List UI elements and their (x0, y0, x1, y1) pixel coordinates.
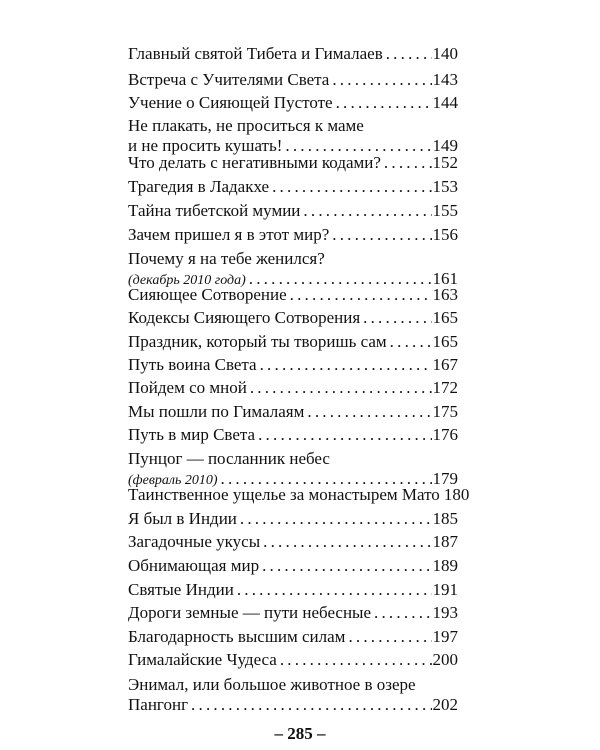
toc-entry-page-number: 200 (432, 650, 458, 669)
dot-leader (260, 355, 432, 374)
toc-entry-page-number: 167 (432, 355, 458, 374)
toc-entry-row (128, 201, 458, 221)
toc-entry-row (128, 485, 470, 505)
toc-entry-row (128, 308, 458, 328)
toc-entry-title-line1: Не плакать, не проситься к маме (128, 116, 364, 135)
toc-entry (128, 153, 458, 173)
toc-entry (128, 650, 458, 670)
dot-leader (336, 93, 432, 112)
toc-entry-page-number: 175 (432, 402, 458, 421)
dot-leader (384, 153, 432, 172)
toc-entry-title: Путь воина Света (128, 355, 257, 374)
toc-entry-page-number: 191 (432, 580, 458, 599)
toc-entry-page-number: 152 (432, 153, 458, 172)
toc-entry-title: Зачем пришел я в этот мир? (128, 225, 330, 244)
toc-entry-title: Святые Индии (128, 580, 234, 599)
toc-entry (128, 485, 470, 505)
toc-entry (128, 355, 458, 375)
toc-entry-title: Загадочные укусы (128, 532, 261, 551)
toc-entry (128, 225, 458, 245)
toc-entry-row (128, 402, 458, 422)
toc-entry-row (128, 509, 458, 529)
toc-entry (128, 532, 458, 552)
toc-entry-page-number: 161 (432, 269, 458, 288)
toc-entry (128, 378, 458, 398)
toc-entry (128, 556, 458, 576)
toc-entry-title: Пойдем со мной (128, 378, 247, 397)
toc-entry (128, 93, 458, 113)
toc-entry (128, 509, 458, 529)
toc-entry-row (128, 556, 458, 576)
toc-entry-row (128, 332, 458, 352)
toc-entry-page-number: 143 (432, 70, 458, 89)
toc-entry-row (128, 603, 458, 623)
toc-entry-row (128, 355, 458, 375)
toc-entry (128, 249, 458, 289)
toc-entry (128, 675, 458, 715)
toc-entry-title: Дороги земные — пути небесные (128, 603, 372, 622)
toc-entry (128, 201, 458, 221)
toc-entry (128, 70, 458, 90)
toc-entry-title: Пангонг (128, 695, 189, 714)
toc-entry-title: Мы пошли по Гималаям (128, 402, 305, 421)
dot-leader (348, 627, 431, 646)
toc-entry-title: (февраль 2010) (128, 473, 218, 488)
toc-entry-page-number: 176 (432, 425, 458, 444)
toc-entry-row (128, 153, 458, 173)
toc-entry-title: Что делать с негативными кодами? (128, 153, 381, 172)
toc-entry-title: Гималайские Чудеса (128, 650, 277, 669)
dot-leader (332, 225, 431, 244)
dot-leader (332, 70, 431, 89)
toc-entry-row (128, 532, 458, 552)
toc-entry-row (128, 695, 458, 715)
toc-entry-row (128, 93, 458, 113)
dot-leader (258, 425, 431, 444)
toc-entry-page-number: 189 (432, 556, 458, 575)
toc-entry-page-number: 140 (432, 44, 458, 63)
toc-entry-row (128, 650, 458, 670)
toc-entry-page-number: 156 (432, 225, 458, 244)
dot-leader (262, 556, 431, 575)
toc-entry-row (128, 580, 458, 600)
page-number: – 285 – (274, 724, 326, 743)
toc-entry-title: Обнимающая мир (128, 556, 260, 575)
toc-entry-title: Трагедия в Ладакхе (128, 177, 270, 196)
dot-leader (240, 509, 432, 528)
toc-entry-row (128, 627, 458, 647)
toc-entry-title: Главный святой Тибета и Гималаев (128, 44, 383, 63)
toc-entry-title: Путь в мир Света (128, 425, 256, 444)
dot-leader (237, 580, 432, 599)
dot-leader (303, 201, 431, 220)
dot-leader (263, 532, 431, 551)
toc-entry-page-number: 155 (432, 201, 458, 220)
toc-entry-title: (декабрь 2010 года) (128, 273, 246, 288)
dot-leader (374, 603, 431, 622)
toc-entry-row (128, 378, 458, 398)
dot-leader (290, 285, 432, 304)
toc-entry-title-line1: Почему я на тебе женился? (128, 249, 325, 268)
toc-entry (128, 44, 458, 64)
toc-entry-title-line1: Энимал, или большое животное в озере (128, 675, 416, 694)
toc-entry-title-line1: Пунцог — посланник небес (128, 449, 330, 468)
toc-entry-row (128, 225, 458, 245)
toc-entry (128, 177, 458, 197)
toc-entry (128, 603, 458, 623)
toc-entry-page-number: 202 (432, 695, 458, 714)
toc-entry-row (128, 70, 458, 90)
dot-leader (280, 650, 432, 669)
toc-entry-title: Таинственное ущелье за монастырем Мато (128, 485, 440, 504)
toc-entry (128, 116, 458, 156)
toc-entry-page-number: 179 (432, 469, 458, 488)
toc-entry-title: Сияющее Сотворение (128, 285, 287, 304)
toc-entry-title: Я был в Индии (128, 509, 237, 528)
toc-entry-row (128, 177, 458, 197)
toc-entry-page-number: 153 (432, 177, 458, 196)
toc-entry-page-number: 197 (432, 627, 458, 646)
toc-entry-page-number: 163 (432, 285, 458, 304)
toc-entry-title: Праздник, который ты творишь сам (128, 332, 387, 351)
toc-entry-title: Кодексы Сияющего Сотворения (128, 308, 361, 327)
dot-leader (363, 308, 431, 327)
dot-leader (250, 378, 432, 397)
toc-entry-page-number: 144 (432, 93, 458, 112)
toc-entry-title: Учение о Сияющей Пустоте (128, 93, 333, 112)
toc-entry-page-number: 185 (432, 509, 458, 528)
toc-entry-page-number: 193 (432, 603, 458, 622)
toc-entry-page-number: 187 (432, 532, 458, 551)
dot-leader (390, 332, 432, 351)
toc-entry-row (128, 285, 458, 305)
toc-entry-title: Благодарность высшим силам (128, 627, 346, 646)
toc-entry (128, 627, 458, 647)
toc-entry (128, 402, 458, 422)
toc-entry-page-number: 172 (432, 378, 458, 397)
toc-entry-title: Встреча с Учителями Света (128, 70, 330, 89)
toc-entry (128, 332, 458, 352)
dot-leader (386, 44, 432, 63)
toc-entry-row (128, 44, 458, 64)
dot-leader (191, 695, 431, 714)
toc-entry (128, 425, 458, 445)
toc-entry (128, 285, 458, 305)
toc-entry-row (128, 425, 458, 445)
toc-entry-page-number: 165 (432, 308, 458, 327)
toc-entry-title: Тайна тибетской мумии (128, 201, 301, 220)
toc-entry-page-number: 165 (432, 332, 458, 351)
toc-entry (128, 580, 458, 600)
toc-entry-page-number: 180 (443, 485, 470, 504)
toc-entry (128, 308, 458, 328)
toc-entry (128, 449, 458, 489)
dot-leader (272, 177, 431, 196)
dot-leader (307, 402, 431, 421)
toc-entry-page-number: 149 (432, 136, 458, 155)
toc-entry-title: и не просить кушать! (128, 136, 283, 155)
